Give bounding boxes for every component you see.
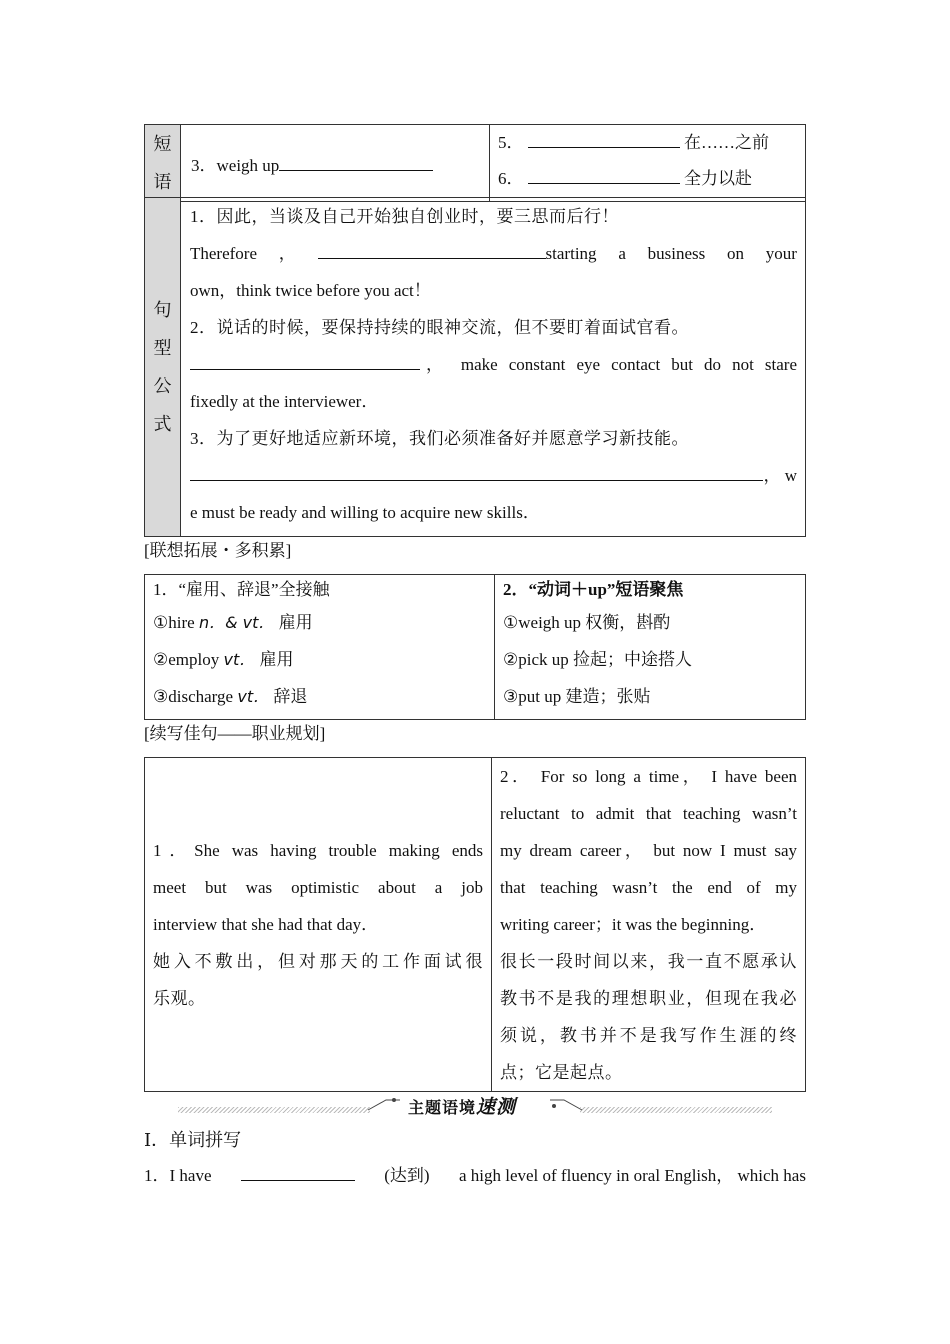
writing-right-en-line: my dream career， but now I must say xyxy=(500,841,797,860)
phrases-label-char: 语 xyxy=(153,172,172,192)
writing-left-en-line: interview that she had that day． xyxy=(153,915,379,934)
writing-left-en-line: meet but was optimistic about a job xyxy=(153,878,483,897)
phrase-meaning-5: 在……之前 xyxy=(684,133,769,152)
sentence-1-answer xyxy=(318,235,597,272)
sentence-label-char: 句 xyxy=(153,300,172,320)
sentence-1-en-line1 xyxy=(190,235,797,272)
phrase-blank-5[interactable] xyxy=(528,131,680,148)
expand-right-item: ②pick up 捡起；中途搭人 xyxy=(503,650,693,669)
phrase-meaning-6: 全力以赴 xyxy=(684,169,752,188)
q1-hint: (达到) xyxy=(384,1166,430,1185)
writing-right-en-line: writing career；it was the beginning． xyxy=(500,915,767,934)
word: your xyxy=(765,244,797,263)
writing-right-cn-line: 教书不是我的理想职业，但现在我必 xyxy=(500,989,797,1008)
word: business xyxy=(647,244,706,263)
expand-right-item: ③put up 建造；张贴 xyxy=(503,687,651,706)
expand-right-cell xyxy=(495,575,806,720)
sentence-3-cn: 3．为了更好地适应新环境，我们必须准备好并愿意学习新技能。 xyxy=(190,429,689,448)
writing-left-en-line: 1．She was having trouble making ends xyxy=(153,841,483,860)
q1-text: a high level of fluency in oral English， which has xyxy=(458,1166,806,1185)
word: Therefore xyxy=(190,244,258,263)
sentence-content-cell xyxy=(181,198,806,537)
expand-left-item: ①hire n．& vt． 雇用 xyxy=(153,613,313,632)
banner-title-b: 速测 xyxy=(476,1096,517,1118)
sentence-1-cn: 1．因此，当谈及自己开始独自创业时，要三思而后行！ xyxy=(190,207,619,226)
writing-right-cn-line: 很长一段时间以来，我一直不愿承认 xyxy=(500,952,797,971)
sentence-2-cn: 2．说话的时候，要保持持续的眼神交流，但不要盯着面试官看。 xyxy=(190,318,689,337)
section-expand-heading: [联想拓展・多积累] xyxy=(144,541,292,560)
comma: ， xyxy=(278,244,296,263)
phrase-blank-6[interactable] xyxy=(528,167,680,184)
phrases-right-cell xyxy=(490,125,806,202)
section-writing-heading: [续写佳句——职业规划] xyxy=(144,724,326,743)
writing-table xyxy=(144,757,806,1092)
sentence-label-char: 型 xyxy=(153,338,172,358)
sentence-2-en-line2: fixedly at the interviewer． xyxy=(190,392,379,411)
expand-left-item: ③discharge vt． 辞退 xyxy=(153,687,308,706)
writing-right-cn-line: 须说，教书并不是我写作生涯的终 xyxy=(500,1026,797,1045)
writing-right-en-line: that teaching wasn’t the end of my xyxy=(500,878,797,897)
expand-table xyxy=(144,574,806,720)
phrases-label-char: 短 xyxy=(153,134,172,154)
q1-num: 1．I have xyxy=(144,1166,212,1185)
sentence-3-en-line2: e must be ready and willing to acquire new skills． xyxy=(190,503,540,522)
banner-hatch-left xyxy=(178,1107,370,1113)
banner-title-a: 主题语境 xyxy=(408,1098,477,1117)
writing-right-en-line: 2． For so long a time， I have been xyxy=(500,767,797,786)
q1-blank[interactable] xyxy=(241,1164,355,1181)
sentence-2-blank[interactable] xyxy=(190,353,420,370)
word: on xyxy=(727,244,745,263)
sentence-label-cell xyxy=(145,198,181,537)
phrases-left-cell xyxy=(181,125,490,202)
sentence-1-blank[interactable] xyxy=(318,242,546,259)
phrase-item-3: 3．weigh up xyxy=(191,155,280,175)
phrases-label-cell xyxy=(145,125,181,202)
phrase-num-6: 6． xyxy=(498,169,524,188)
expand-left-item: ②employ vt． 雇用 xyxy=(153,650,294,669)
writing-right-cn-line: 点；它是起点。 xyxy=(500,1063,623,1082)
sentence-table xyxy=(144,197,806,537)
expand-right-title: 2．“动词＋up”短语聚焦 xyxy=(503,580,684,599)
phrase-blank-3[interactable] xyxy=(279,154,433,171)
sentence-3-tail: ， w xyxy=(763,466,797,485)
expand-left-cell xyxy=(145,575,495,720)
sentence-3-en-line1 xyxy=(190,457,797,494)
exercise-q1 xyxy=(144,1162,806,1190)
expand-right-item: ①weigh up 权衡，斟酌 xyxy=(503,613,671,632)
writing-left-cn-line: 乐观。 xyxy=(153,989,206,1008)
phrase-num-5: 5． xyxy=(498,133,524,152)
expand-left-title: 1．“雇用、辞退”全接触 xyxy=(153,580,330,599)
banner-title xyxy=(408,1092,516,1119)
writing-right-cell xyxy=(492,758,806,1092)
sentence-label-char: 式 xyxy=(153,414,172,434)
sentence-3-blank[interactable] xyxy=(190,464,763,481)
banner-hatch-right xyxy=(580,1107,772,1113)
writing-left-cn-line: 她入不敷出，但对那天的工作面试很 xyxy=(153,952,483,971)
writing-right-en-line: reluctant to admit that teaching wasn’t xyxy=(500,804,797,823)
sentence-2-en-line1 xyxy=(190,346,797,383)
word: a xyxy=(618,244,626,263)
sentence-label-char: 公 xyxy=(153,376,172,396)
word: starting xyxy=(545,244,597,263)
exercise-heading: Ⅰ．单词拼写 xyxy=(144,1130,242,1150)
writing-left-cell xyxy=(145,758,492,1092)
sentence-2-en-text: ， make constant eye contact but do not stare xyxy=(426,355,797,374)
phrases-table xyxy=(144,124,806,202)
sentence-1-en-line2: own，think twice before you act！ xyxy=(190,281,431,300)
